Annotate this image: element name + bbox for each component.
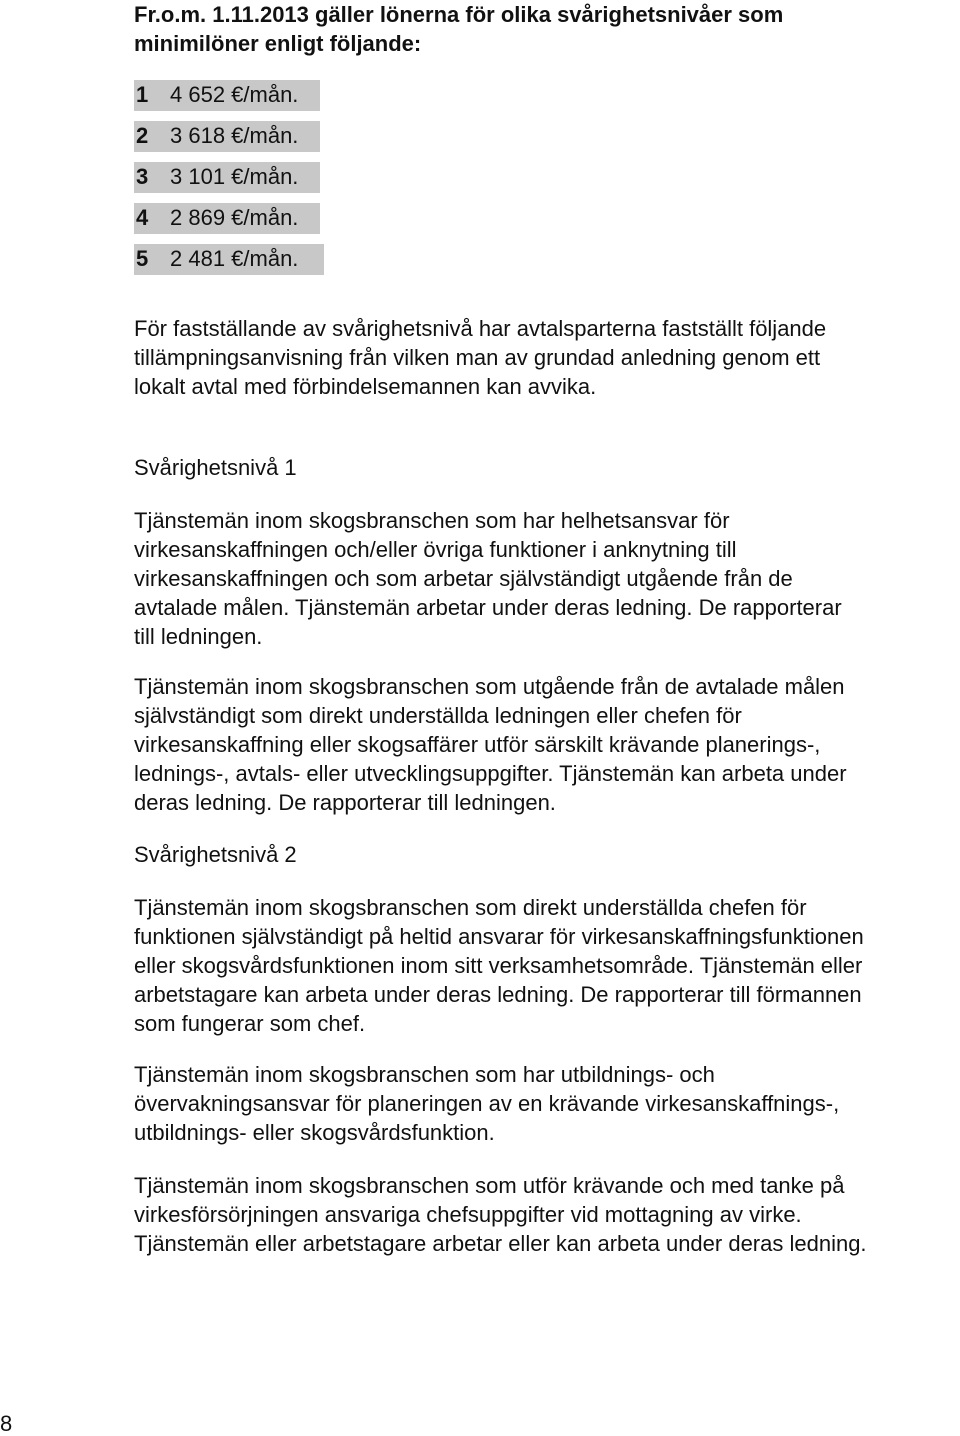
text-line: lokalt avtal med förbindelsemannen kan avvika.	[134, 374, 597, 399]
text-line: eller skogsvårdsfunktionen inom sitt verksamhetsområde. Tjänstemän eller	[134, 953, 863, 978]
text-line: arbetstagare kan arbeta under deras ledning. De rapporterar till förmannen	[134, 982, 862, 1007]
salary-amount: 3 618 €/mån.	[170, 123, 299, 148]
text-line: virkesanskaffningen och som arbetar självständigt utgående från de	[134, 566, 793, 591]
salary-amount: 4 652 €/mån.	[170, 82, 299, 107]
text-line: virkesförsörjningen ansvariga chefsuppgifter vid mottagning av virke.	[134, 1202, 802, 1227]
salary-row	[134, 121, 334, 152]
text-line: Tjänstemän inom skogsbranschen som har utbildnings- och	[134, 1062, 715, 1087]
salary-amount: 2 481 €/mån.	[170, 246, 299, 271]
salary-amount: 3 101 €/mån.	[170, 164, 299, 189]
salary-level: 1	[136, 82, 149, 107]
heading-line: minimilöner enligt följande:	[134, 31, 422, 56]
text-line: lednings-, avtals- eller utvecklingsuppgifter. Tjänstemän kan arbeta under	[134, 761, 847, 786]
text-line: deras ledning. De rapporterar till ledningen.	[134, 790, 556, 815]
section-title-level1: Svårighetsnivå 1	[134, 455, 297, 480]
level1-paragraph-2	[134, 672, 960, 817]
salary-level: 3	[136, 164, 149, 189]
intro-paragraph	[134, 314, 960, 401]
text-line: virkesanskaffningen och/eller övriga funktioner i anknytning till	[134, 537, 737, 562]
level2-paragraph-1	[134, 893, 960, 1038]
page-number: 8	[0, 1411, 13, 1436]
text-line: utbildnings- eller skogsvårdsfunktion.	[134, 1120, 495, 1145]
text-line: Tjänstemän eller arbetstagare arbetar eller kan arbeta under deras ledning.	[134, 1231, 867, 1256]
salary-row	[134, 80, 334, 111]
text-line: funktionen självständigt på heltid ansvarar för virkesanskaffningsfunktionen	[134, 924, 864, 949]
salary-amount: 2 869 €/mån.	[170, 205, 299, 230]
heading-line: Fr.o.m. 1.11.2013 gäller lönerna för olika svårighetsnivåer som	[134, 2, 784, 27]
text-line: Tjänstemän inom skogsbranschen som direkt underställda chefen för	[134, 895, 807, 920]
salary-row	[134, 203, 334, 234]
level1-paragraph-1	[134, 506, 960, 651]
document-heading	[134, 0, 934, 58]
text-line: Tjänstemän inom skogsbranschen som utför krävande och med tanke på	[134, 1173, 845, 1198]
salary-table	[134, 80, 334, 285]
text-line: avtalade målen. Tjänstemän arbetar under deras ledning. De rapporterar	[134, 595, 842, 620]
salary-row	[134, 244, 334, 275]
salary-level: 4	[136, 205, 149, 230]
text-line: För fastställande av svårighetsnivå har avtalsparterna fastställt följande	[134, 316, 827, 341]
level2-paragraph-3	[134, 1171, 960, 1258]
text-line: Tjänstemän inom skogsbranschen som utgående från de avtalade målen	[134, 674, 845, 699]
text-line: till ledningen.	[134, 624, 263, 649]
text-line: virkesanskaffning eller skogsaffärer utför särskilt krävande planerings-,	[134, 732, 821, 757]
salary-level: 5	[136, 246, 149, 271]
text-line: som fungerar som chef.	[134, 1011, 366, 1036]
text-line: tillämpningsanvisning från vilken man av grundad anledning genom ett	[134, 345, 821, 370]
section-title-level2: Svårighetsnivå 2	[134, 842, 297, 867]
level2-paragraph-2	[134, 1060, 960, 1147]
text-line: Tjänstemän inom skogsbranschen som har helhetsansvar för	[134, 508, 730, 533]
text-line: självständigt som direkt underställda ledningen eller chefen för	[134, 703, 742, 728]
salary-level: 2	[136, 123, 149, 148]
salary-row	[134, 162, 334, 193]
text-line: övervakningsansvar för planeringen av en krävande virkesanskaffnings-,	[134, 1091, 840, 1116]
